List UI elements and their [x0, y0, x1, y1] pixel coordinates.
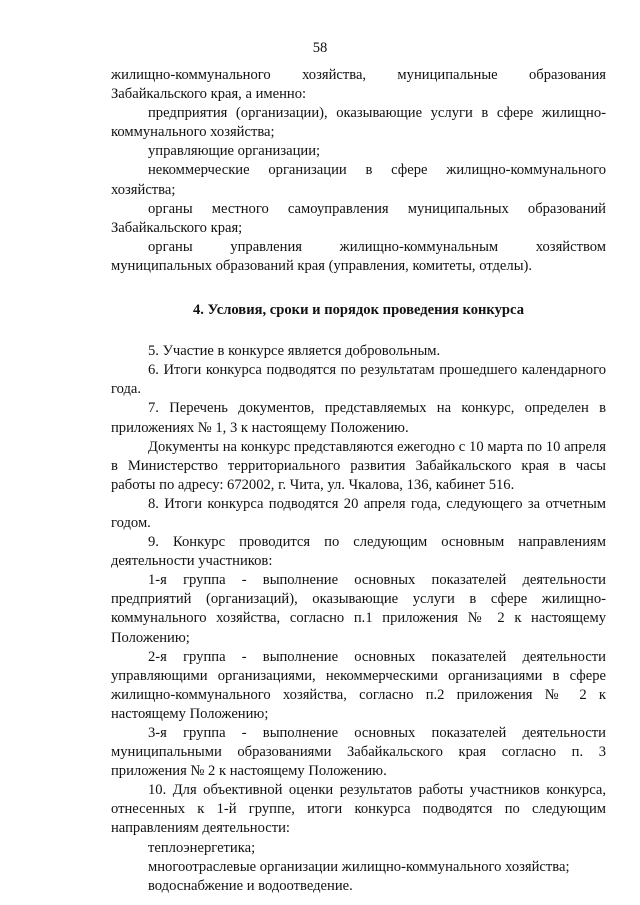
page-number: 58 [312, 40, 328, 56]
paragraph: Документы на конкурс представляются ежегодно с 10 марта по 10 апреля в Министерство территориального развития Забайкальского края в часы работы по адресу: 672002, г. Чита, ул. Чкалова, 136, кабинет 516. [111, 438, 606, 493]
list-item: некоммерческие организации в сфере жилищно-коммунального хозяйства; [111, 162, 606, 198]
list-item: управляющие организации; [148, 143, 321, 160]
paragraph: жилищно-коммунального хозяйства, муниципальные образования Забайкальского края, а именно: [111, 67, 606, 103]
paragraph: 7. Перечень документов, представляемых на конкурс, определен в приложениях № 1, 3 к настоящему Положению. [111, 400, 606, 436]
section-heading: 4. Условия, сроки и порядок проведения конкурса [192, 302, 524, 319]
list-item: 2-я группа - выполнение основных показателей деятельности управляющими организациями, некоммерческими организациями в сфере жилищно-коммунального хозяйства, согласно п.2 приложения № 2 к настоящему Положению; [111, 648, 606, 722]
list-item: органы управления жилищно-коммунальным хозяйством муниципальных образований края (управления, комитеты, отделы). [111, 238, 606, 274]
list-item: теплоэнергетика; [148, 839, 256, 856]
list-item: многоотраслевые организации жилищно-коммунального хозяйства; [148, 858, 570, 875]
paragraph: 10. Для объективной оценки результатов работы участников конкурса, отнесенных к 1-й группе, итоги конкурса подводятся по следующим направлениям деятельности: [111, 782, 606, 837]
list-item: водоснабжение и водоотведение. [148, 877, 353, 894]
paragraph: 8. Итоги конкурса подводятся 20 апреля года, следующего за отчетным годом. [111, 495, 606, 531]
paragraph: 5. Участие в конкурсе является добровольным. [148, 343, 441, 360]
list-item: органы местного самоуправления муниципальных образований Забайкальского края; [111, 200, 606, 236]
paragraph: 9. Конкурс проводится по следующим основным направлениям деятельности участников: [111, 534, 606, 570]
list-item: предприятия (организации), оказывающие услуги в сфере жилищно-коммунального хозяйства; [111, 105, 606, 141]
document-body [111, 66, 606, 896]
paragraph: 6. Итоги конкурса подводятся по результатам прошедшего календарного года. [111, 362, 606, 398]
list-item: 1-я группа - выполнение основных показателей деятельности предприятий (организаций), оказывающие услуги в сфере жилищно-коммунального хозяйства, согласно п.1 приложения № 2 к настоящему Положению; [111, 572, 606, 646]
list-item: 3-я группа - выполнение основных показателей деятельности муниципальными образованиями Забайкальского края согласно п. 3 приложения № 2 к настоящему Положению. [111, 725, 606, 780]
